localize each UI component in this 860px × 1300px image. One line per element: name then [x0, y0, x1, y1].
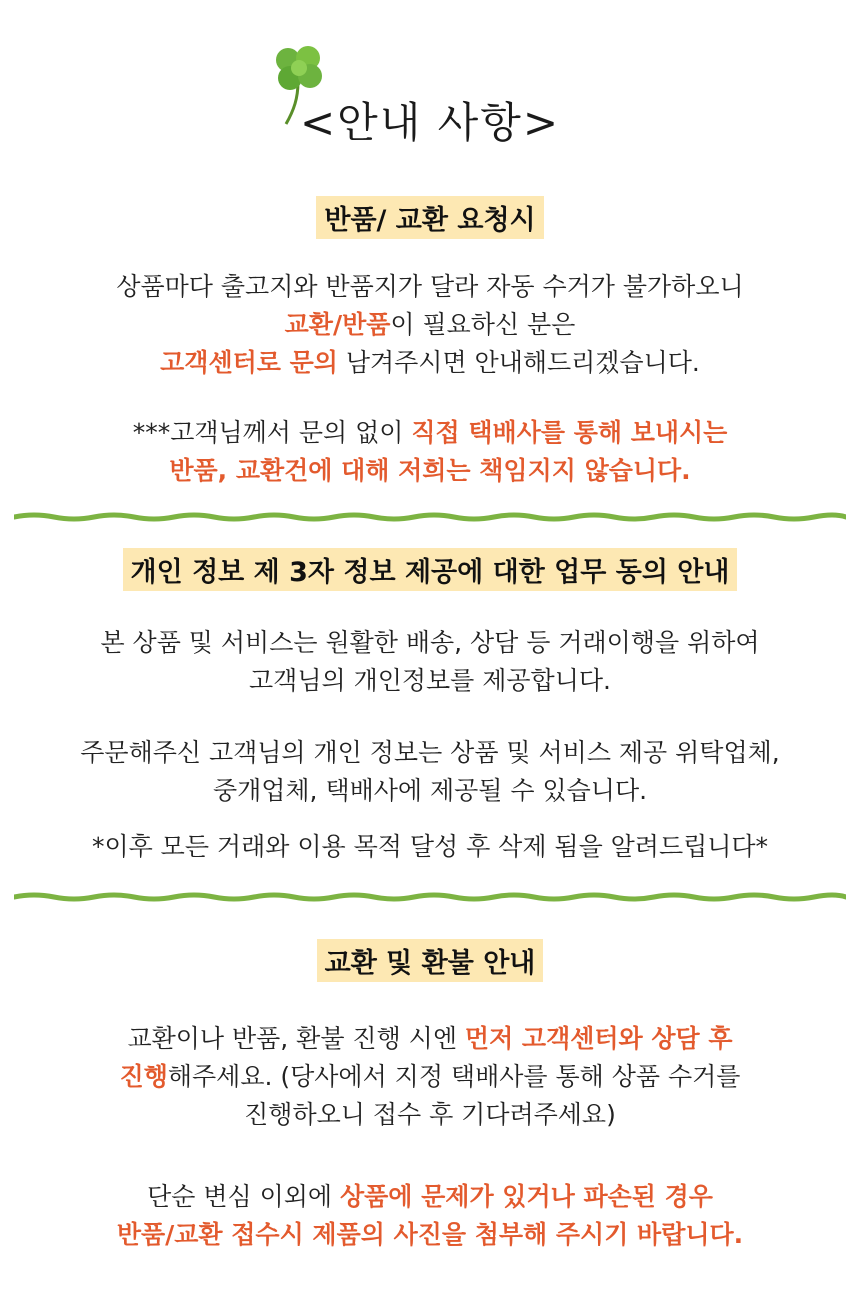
- section-heading-label: 교환 및 환불 안내: [317, 939, 544, 982]
- paragraph: [20, 1020, 840, 1134]
- page-title: <안내 사항>: [299, 98, 561, 147]
- divider: [14, 511, 846, 523]
- text-line: 반품/교환 접수시 제품의 사진을 첨부해 주시기 바랍니다.: [116, 1220, 744, 1249]
- text-line: 교환/반품이 필요하신 분은: [284, 310, 576, 339]
- text-line: *이후 모든 거래와 이용 목적 달성 후 삭제 됨을 알려드립니다*: [91, 832, 769, 861]
- section-heading-label: 개인 정보 제 3자 정보 제공에 대한 업무 동의 안내: [123, 548, 738, 591]
- text-line: 상품마다 출고지와 반품지가 달라 자동 수거가 불가하오니: [116, 272, 744, 301]
- text-line: 진행해주세요. (당사에서 지정 택배사를 통해 상품 수거를: [119, 1062, 741, 1091]
- text-line: 본 상품 및 서비스는 원활한 배송, 상담 등 거래이행을 위하여: [100, 628, 760, 657]
- section-heading-return-exchange: [0, 196, 860, 239]
- section-heading-label: 반품/ 교환 요청시: [316, 196, 543, 239]
- text-line: ***고객님께서 문의 없이 직접 택배사를 통해 보내시는: [132, 418, 728, 447]
- text-line: 중개업체, 택배사에 제공될 수 있습니다.: [212, 776, 648, 805]
- text-line: 진행하오니 접수 후 기다려주세요): [244, 1100, 616, 1129]
- text-line: 주문해주신 고객님의 개인 정보는 상품 및 서비스 제공 위탁업체,: [80, 738, 780, 767]
- paragraph: [20, 414, 840, 490]
- paragraph: [20, 828, 840, 866]
- paragraph: [20, 268, 840, 382]
- header: [0, 28, 860, 147]
- text-line: 고객센터로 문의 남겨주시면 안내해드리겠습니다.: [160, 348, 700, 377]
- text-line: 단순 변심 이외에 상품에 문제가 있거나 파손된 경우: [147, 1182, 713, 1211]
- text-line: 고객님의 개인정보를 제공합니다.: [249, 666, 611, 695]
- paragraph: [20, 734, 840, 810]
- text-line: 교환이나 반품, 환불 진행 시엔 먼저 고객센터와 상담 후: [127, 1024, 733, 1053]
- paragraph: [20, 624, 840, 700]
- text-line: 반품, 교환건에 대해 저희는 책임지지 않습니다.: [169, 456, 691, 485]
- paragraph: [20, 1178, 840, 1254]
- section-heading-refund: [0, 939, 860, 982]
- section-heading-privacy: [0, 548, 860, 591]
- divider: [14, 891, 846, 903]
